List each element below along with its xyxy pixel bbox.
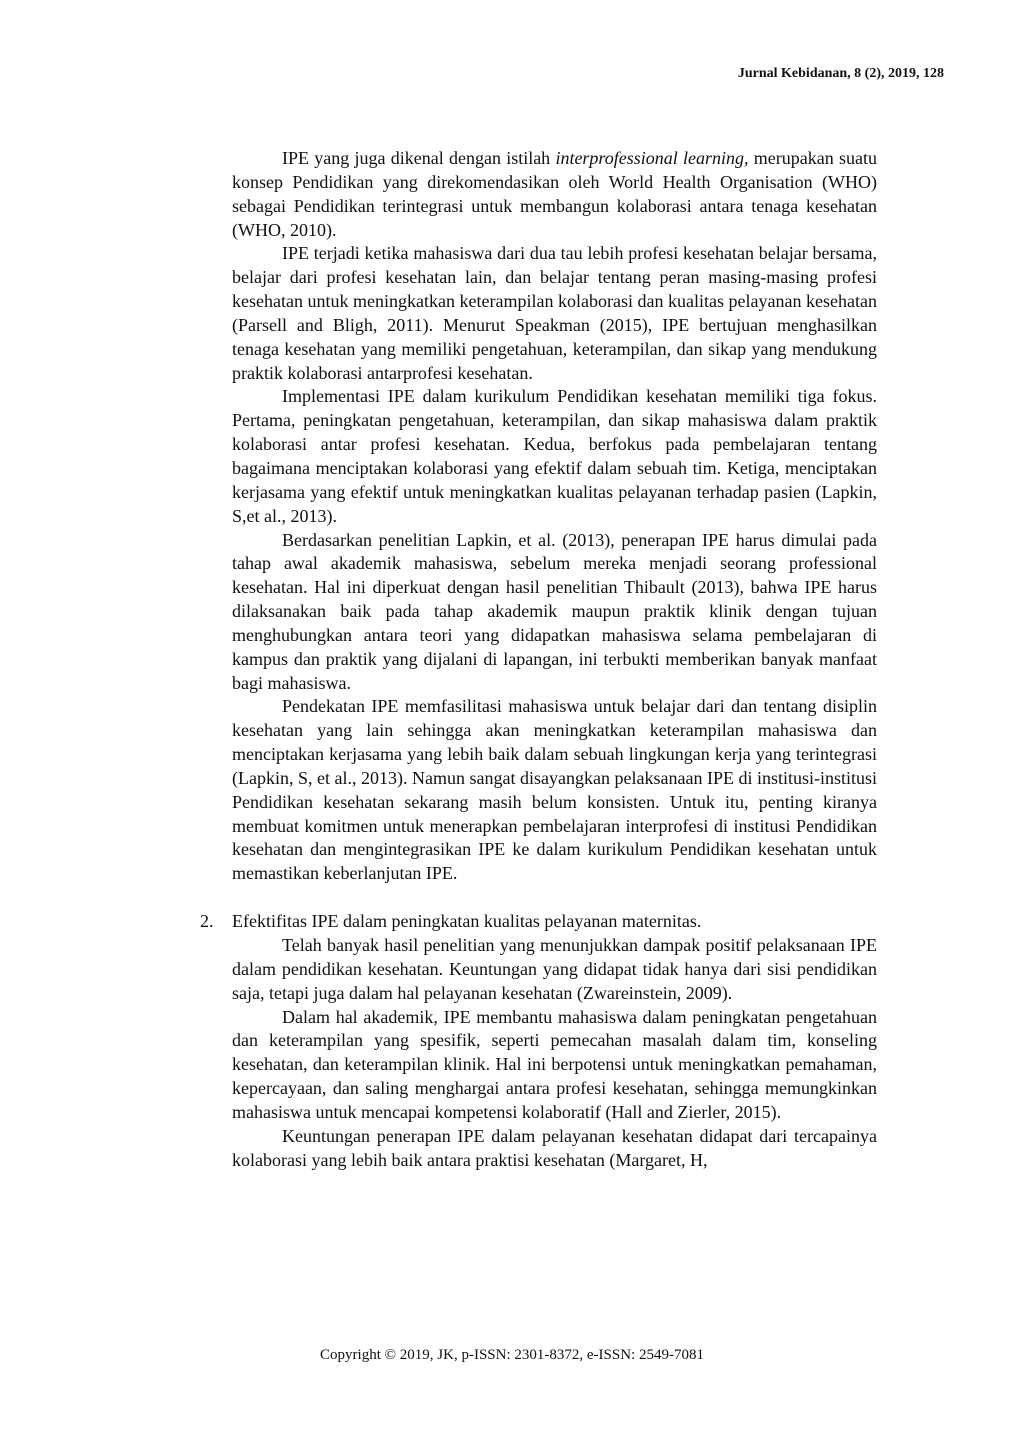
section-title: Efektifitas IPE dalam peningkatan kualitas pelayanan maternitas.	[232, 911, 702, 932]
section-heading	[200, 910, 877, 934]
section-number: 2.	[200, 911, 214, 932]
paragraph-lead: IPE yang juga dikenal dengan istilah	[282, 148, 556, 168]
journal-header: Jurnal Kebidanan, 8 (2), 2019, 128	[737, 66, 944, 81]
paragraph-academic-benefit: Dalam hal akademik, IPE membantu mahasiswa dalam peningkatan pengetahuan dan keterampilan yang spesifik, seperti pemecahan masalah dalam tim, konseling kesehatan, dan keterampilan klinik. Hal ini berpotensi untuk meningkatkan pemahaman, kepercayaan, dan saling menghargai antara profesi kesehatan, sehingga memungkinkan mahasiswa untuk mencapai kompetensi kolaboratif (Hall and Zierler, 2015).	[232, 1006, 877, 1122]
article-body	[200, 147, 877, 1172]
paragraph-service-benefit: Keuntungan penerapan IPE dalam pelayanan kesehatan didapat dari tercapainya kolaborasi yang lebih baik antara praktisi kesehatan (Margaret, H,	[232, 1125, 877, 1170]
paragraph-ipe-definition	[232, 147, 877, 242]
paragraph-rest: merupakan suatu konsep Pendidikan yang direkomendasikan oleh World Health Organisation (WHO) sebagai Pendidikan terintegrasi untuk membangun kolaborasi antara tenaga kesehatan (WHO, 2010).	[232, 148, 877, 240]
paragraph-ipe-approach: Pendekatan IPE memfasilitasi mahasiswa untuk belajar dari dan tentang disiplin kesehatan yang lain sehingga akan meningkatkan keterampilan mahasiswa dan menciptakan kerjasama yang lebih baik dalam sebuah lingkungan kerja yang terintegrasi (Lapkin, S, et al., 2013). Namun sangat disayangkan pelaksanaan IPE di institusi-institusi Pendidikan kesehatan sekarang masih belum konsisten. Untuk itu, penting kiranya membuat komitmen untuk menerapkan pembelajaran interprofesi di institusi Pendidikan kesehatan dan mengintegrasikan IPE ke dalam kurikulum Pendidikan kesehatan untuk memastikan keberlanjutan IPE.	[232, 696, 877, 884]
paragraph-ipe-occurrence: IPE terjadi ketika mahasiswa dari dua tau lebih profesi kesehatan belajar bersama, belajar dari profesi kesehatan lain, dan belajar tentang peran masing-masing profesi kesehatan untuk meningkatkan keterampilan kolaborasi dan kualitas pelayanan kesehatan (Parsell and Bligh, 2011). Menurut Speakman (2015), IPE bertujuan menghasilkan tenaga kesehatan yang memiliki pengetahuan, keterampilan, dan sikap yang mendukung praktik kolaborasi antarprofesi kesehatan.	[232, 243, 877, 383]
italic-term: interprofessional learning,	[555, 148, 749, 168]
section-spacer	[232, 886, 877, 910]
paragraph-ipe-implementation: Implementasi IPE dalam kurikulum Pendidikan kesehatan memiliki tiga fokus. Pertama, peningkatan pengetahuan, keterampilan, dan sikap mahasiswa dalam praktik kolaborasi antar profesi kesehatan. Kedua, berfokus pada pembelajaran tentang bagaimana menciptakan kolaborasi yang efektif dalam sebuah tim. Ketiga, menciptakan kerjasama yang efektif untuk meningkatkan kualitas pelayanan terhadap pasien (Lapkin, S,et al., 2013).	[232, 386, 877, 526]
paragraph-lapkin-research: Berdasarkan penelitian Lapkin, et al. (2013), penerapan IPE harus dimulai pada tahap awal akademik mahasiswa, sebelum mereka menjadi seorang professional kesehatan. Hal ini diperkuat dengan hasil penelitian Thibault (2013), bahwa IPE harus dilaksanakan baik pada tahap akademik maupun praktik klinik dengan tujuan menghubungkan antara teori yang didapatkan mahasiswa selama pembelajaran di kampus dan praktik yang dijalani di lapangan, ini terbukti memberikan banyak manfaat bagi mahasiswa.	[232, 529, 877, 693]
copyright-footer: Copyright © 2019, JK, p-ISSN: 2301-8372, e-ISSN: 2549-7081	[320, 1347, 704, 1363]
paragraph-research-impact: Telah banyak hasil penelitian yang menunjukkan dampak positif pelaksanaan IPE dalam pendidikan kesehatan. Keuntungan yang didapat tidak hanya dari sisi pendidikan saja, tetapi juga dalam hal pelayanan kesehatan (Zwareinstein, 2009).	[232, 935, 877, 1003]
